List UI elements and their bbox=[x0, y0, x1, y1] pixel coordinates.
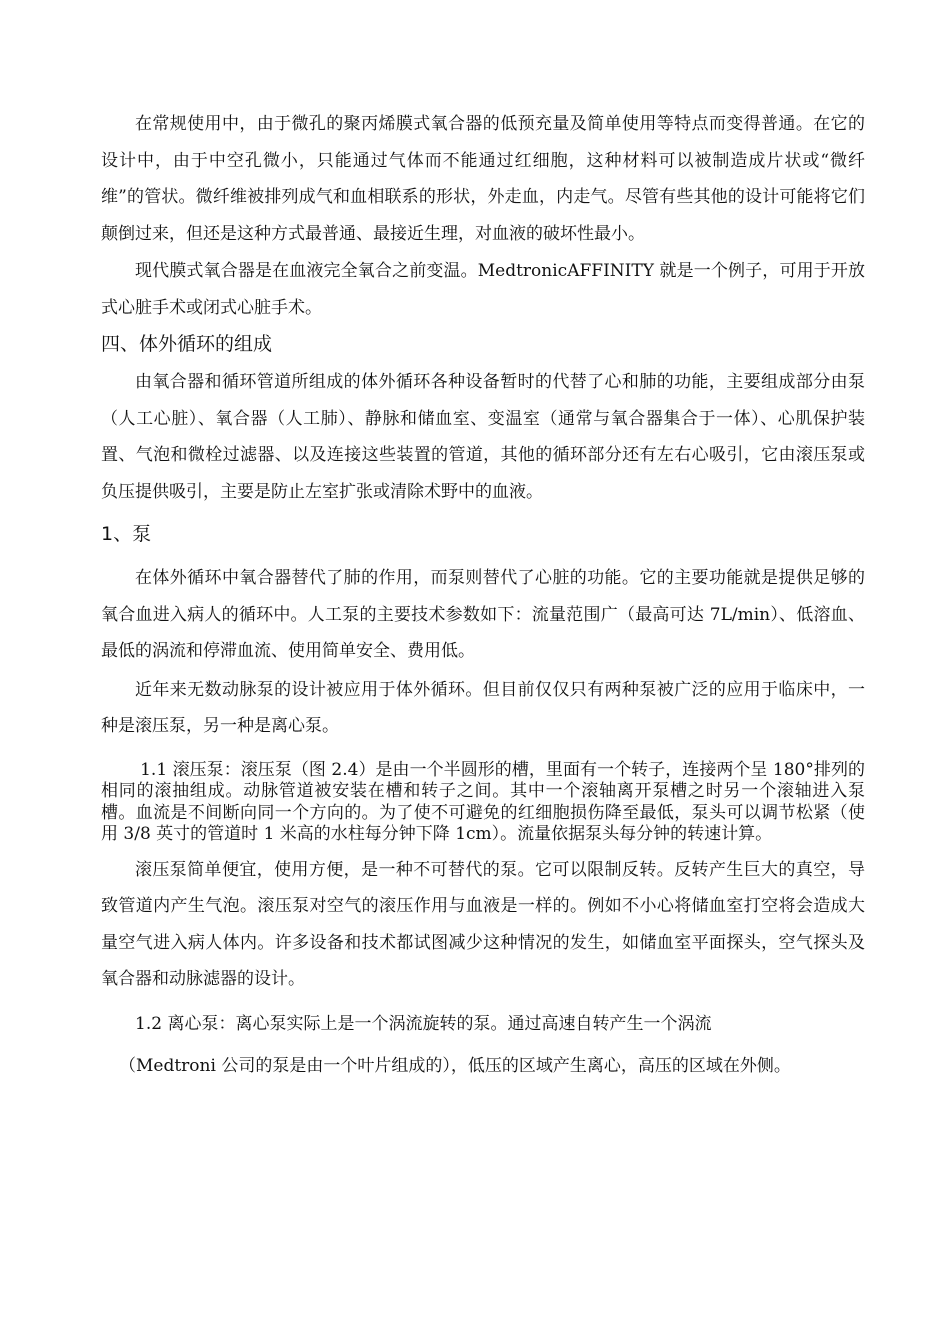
paragraph-pump-types: 近年来无数动脉泵的设计被应用于体外循环。但目前仅仅只有两种泵被广泛的应用于临床中，一种是滚压泵，另一种是离心泵。 bbox=[101, 679, 865, 736]
paragraph-modern-oxygenator: 现代膜式氧合器是在血液完全氧合之前变温。MedtronicAFFINITY 就是一个例子，可用于开放式心脏手术或闭式心脏手术。 bbox=[101, 261, 865, 318]
paragraph-membrane-oxygenator: 在常规使用中，由于微孔的聚丙烯膜式氧合器的低预充量及简单使用等特点而变得普通。在它的设计中，由于中空孔微小，只能通过气体而不能通过红细胞，这种材料可以被制造成片状或“微纤维”的管状。微纤维被排列成气和血相联系的形状，外走血，内走气。尽管有些其他的设计可能将它们颠倒过来，但还是这种方式最普通、最接近生理，对血液的破坏性最小。 bbox=[101, 114, 865, 244]
subsection-title: 、泵 bbox=[113, 523, 152, 545]
section-heading-cpb-components: 四、体外循环的组成 bbox=[101, 333, 273, 355]
subsection-heading-pump bbox=[101, 516, 865, 552]
paragraph-roller-pump-properties: 滚压泵简单便宜，使用方便，是一种不可替代的泵。它可以限制反转。反转产生巨大的真空，导致管道内产生气泡。滚压泵对空气的滚压作用与血液是一样的。例如不小心将储血室打空将会造成大量空气进入病人体内。许多设备和技术都试图减少这种情况的发生，如储血室平面探头，空气探头及氧合器和动脉滤器的设计。 bbox=[101, 859, 865, 989]
paragraph-roller-pump: 1.1 滚压泵：滚压泵（图 2.4）是由一个半圆形的槽，里面有一个转子，连接两个呈 180°排列的相同的滚抽组成。动脉管道被安装在槽和转子之间。其中一个滚轴离开泵槽之时另一个滚轴进入泵槽。血流是不间断向同一个方向的。为了使不可避免的红细胞损伤降至最低，泵头可以调节松紧（使用 3/8 英寸的管道时 1 米高的水柱每分钟下降 1cm）。流量依据泵头每分钟的转速计算。 bbox=[101, 759, 865, 844]
paragraph-cpb-components: 由氧合器和循环管道所组成的体外循环各种设备暂时的代替了心和肺的功能，主要组成部分由泵（人工心脏）、氧合器（人工肺）、静脉和储血室、变温室（通常与氧合器集合于一体）、心肌保护装置、气泡和微栓过滤器、以及连接这些装置的管道，其他的循环部分还有左右心吸引，它由滚压泵或负压提供吸引，主要是防止左室扩张或清除术野中的血液。 bbox=[101, 372, 865, 502]
paragraph-centrifugal-pump-continued: （Medtroni 公司的泵是由一个叶片组成的），低压的区域产生离心，高压的区域在外侧。 bbox=[119, 1056, 791, 1076]
document-body bbox=[101, 106, 865, 1085]
subsection-number: 1 bbox=[101, 523, 114, 545]
paragraph-centrifugal-pump: 1.2 离心泵：离心泵实际上是一个涡流旋转的泵。通过高速自转产生一个涡流 bbox=[135, 1013, 712, 1034]
paragraph-pump-function: 在体外循环中氧合器替代了肺的作用，而泵则替代了心脏的功能。它的主要功能就是提供足够的氧合血进入病人的循环中。人工泵的主要技术参数如下：流量范围广（最高可达 7L/min）、低溶血、最低的涡流和停滞血流、使用简单安全、费用低。 bbox=[101, 568, 865, 661]
